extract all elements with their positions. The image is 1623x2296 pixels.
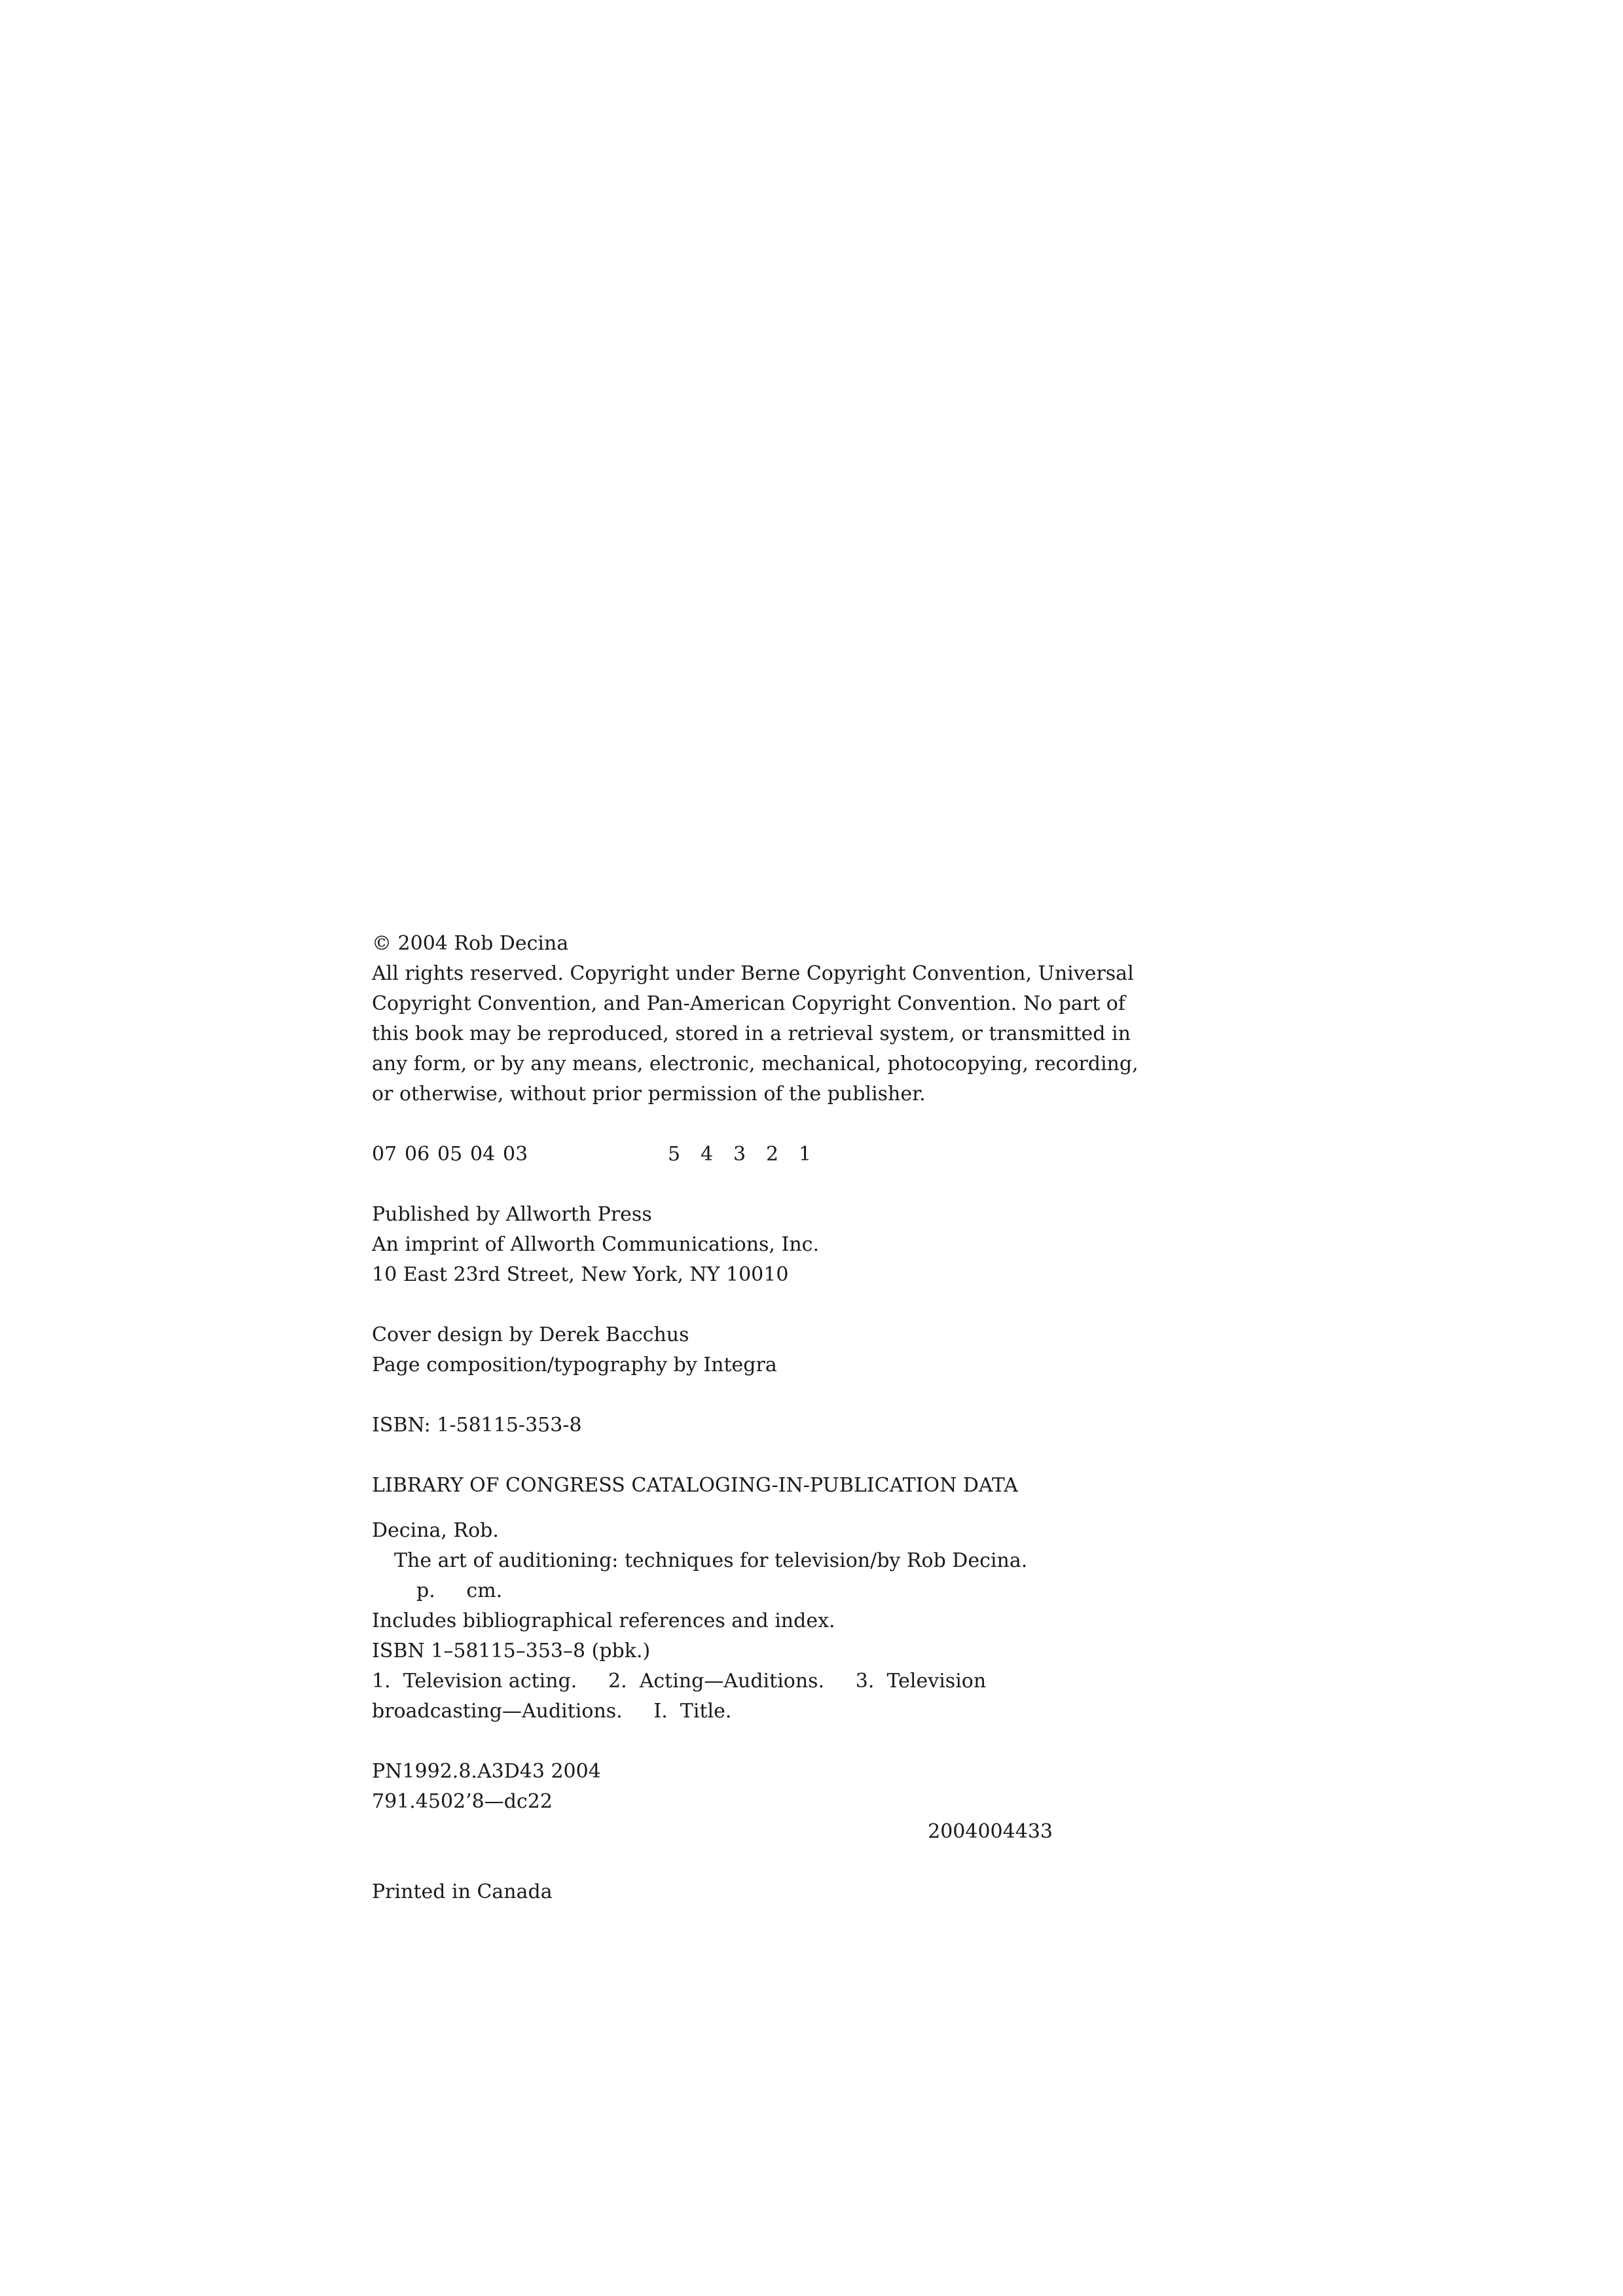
cip-notes: Includes bibliographical references and index. — [372, 1609, 835, 1632]
credits — [372, 1320, 1053, 1380]
year-5: 03 — [503, 1143, 528, 1166]
cip-title: The art of auditioning: techniques for television/by Rob Decina. — [394, 1549, 1028, 1572]
cip-record — [372, 1516, 1053, 1727]
rights-line-1: All rights reserved. Copyright under Berne Copyright Convention, Universal — [372, 962, 1134, 985]
printed-in-block — [372, 1877, 1053, 1907]
cip-dewey: 791.4502’8—dc22 — [372, 1790, 553, 1813]
year-3: 05 — [437, 1143, 463, 1166]
cip-author: Decina, Rob. — [372, 1519, 499, 1542]
cip-lccn: 2004004433 — [928, 1820, 1053, 1843]
cip-pages: p. cm. — [416, 1579, 503, 1602]
publisher-info — [372, 1200, 1053, 1290]
printed-in: Printed in Canada — [372, 1880, 553, 1903]
cover-credit: Cover design by Derek Bacchus — [372, 1323, 689, 1346]
publisher-line-1: Published by Allworth Press — [372, 1203, 652, 1226]
impression-2: 4 — [701, 1143, 714, 1166]
rights-line-2: Copyright Convention, and Pan-American Copyright Convention. No part of — [372, 992, 1125, 1015]
rights-line-5: or otherwise, without prior permission of the publisher. — [372, 1083, 926, 1105]
cip-isbn: ISBN 1–58115–353–8 (pbk.) — [372, 1640, 651, 1662]
publisher-line-2: An imprint of Allworth Communications, Inc. — [372, 1233, 820, 1256]
cip-heading: LIBRARY OF CONGRESS CATALOGING-IN-PUBLICATION DATA — [372, 1474, 1018, 1497]
copyright-line: © 2004 Rob Decina — [372, 932, 569, 955]
cip-classification — [372, 1757, 1053, 1847]
printing-line — [372, 1139, 1053, 1170]
isbn-block — [372, 1410, 1053, 1441]
rights-line-4: any form, or by any means, electronic, mechanical, photocopying, recording, — [372, 1052, 1139, 1075]
cip-subjects-1: 1. Television acting. 2. Acting—Auditions. 3. Television — [372, 1670, 987, 1693]
impression-1: 5 — [668, 1143, 681, 1166]
cip-heading-block — [372, 1471, 1053, 1501]
publisher-address: 10 East 23rd Street, New York, NY 10010 — [372, 1263, 789, 1286]
impression-5: 1 — [799, 1143, 812, 1166]
impression-3: 3 — [733, 1143, 746, 1166]
copyright-notice — [372, 929, 1139, 1109]
isbn-line: ISBN: 1-58115-353-8 — [372, 1414, 582, 1437]
cip-lc-class: PN1992.8.A3D43 2004 — [372, 1760, 601, 1783]
impression-4: 2 — [766, 1143, 779, 1166]
year-2: 06 — [405, 1143, 430, 1166]
rights-line-3: this book may be reproduced, stored in a retrieval system, or transmitted in — [372, 1022, 1131, 1045]
cip-subjects-2: broadcasting—Auditions. I. Title. — [372, 1700, 732, 1723]
year-4: 04 — [470, 1143, 496, 1166]
composition-credit: Page composition/typography by Integra — [372, 1354, 777, 1376]
year-1: 07 — [372, 1143, 397, 1166]
